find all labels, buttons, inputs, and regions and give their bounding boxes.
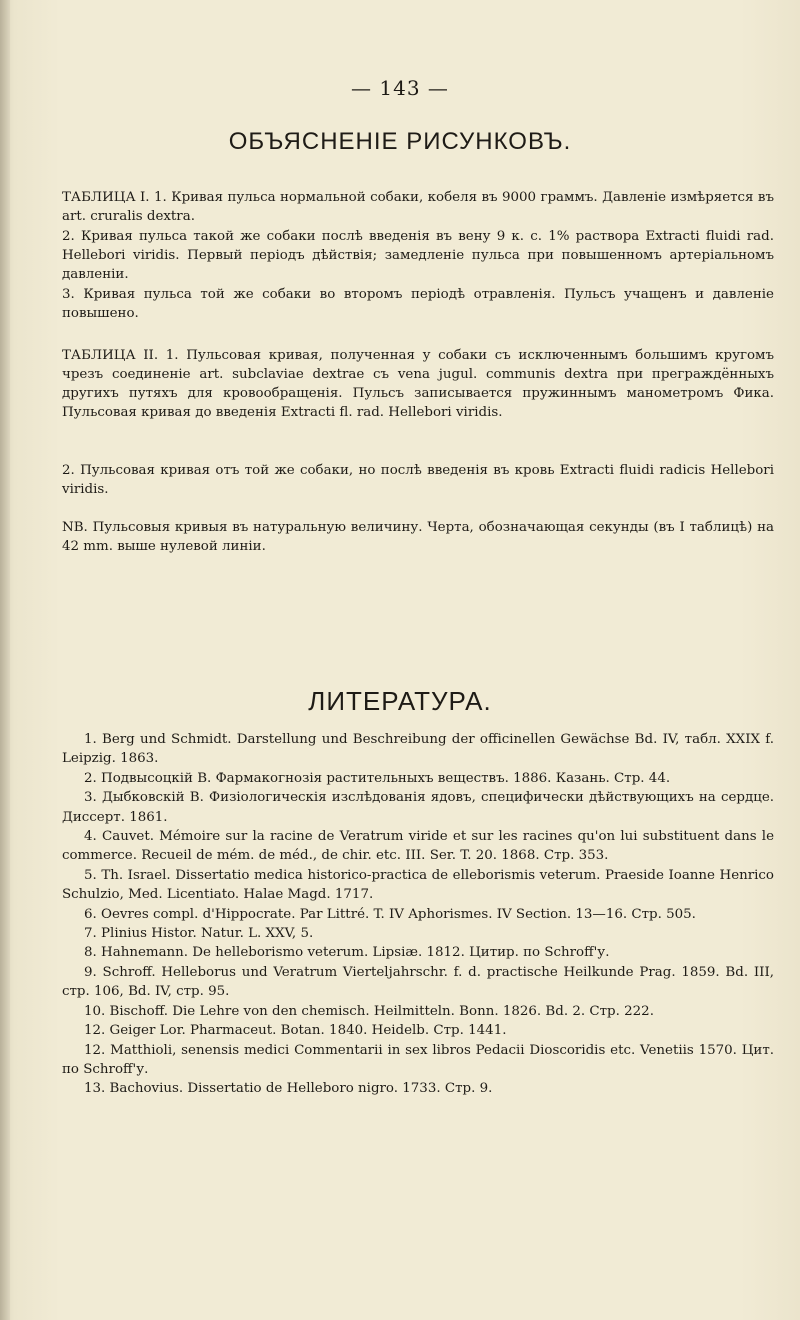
literature-item: 9. Schroff. Helleborus und Veratrum Vierteljahrschr. f. d. practische Heilkunde Prag. 1859. Bd. III, стр. 106, Bd. IV, стр. 95.: [62, 964, 774, 1000]
literature-item: 12. Geiger Lor. Pharmaceut. Botan. 1840. Heidelb. Стр. 1441.: [84, 1023, 507, 1039]
table1-paragraph-3: 3. Кривая пульса той же собаки во второмъ періодѣ отравленія. Пульсъ учащенъ и давленіе повышено.: [62, 287, 774, 321]
literature-item: 6. Oevres compl. d'Hippocrate. Par Littré. T. IV Aphorismes. IV Section. 13—16. Стр. 505.: [84, 906, 696, 922]
literature-item: 5. Th. Israel. Dissertatio medica historico-practica de elleborismis veterum. Praeside Ioanne Henrico Schulzio, Med. Licentiato. Halae Magd. 1717.: [62, 867, 774, 903]
literature-item: 1. Berg und Schmidt. Darstellung und Beschreibung der officinellen Gewächse Bd. IV, табл. XXIX f. Leipzig. 1863.: [62, 732, 774, 767]
explanation-heading: ОБЪЯСНЕНІЕ РИСУНКОВЪ.: [228, 128, 572, 155]
literature-heading: ЛИТЕРАТУРА.: [308, 686, 492, 716]
page-number: — 143 —: [351, 76, 449, 100]
literature-item: 3. Дыбковскій В. Физіологическія изслѣдованія ядовъ, специфически дѣйствующихъ на сердце. Диссерт. 1861.: [62, 790, 774, 825]
nb-note: NB. Пульсовыя кривыя въ натуральную величину. Черта, обозначающая секунды (въ I таблицѣ) на 42 mm. выше нулевой линіи.: [62, 520, 774, 554]
table2-paragraph-1: ТАБЛИЦА II. 1. Пульсовая кривая, полученная у собаки съ исключеннымъ большимъ кругомъ чрезъ соединеніе art. subclaviae dextrae съ vena jugul. communis dextra при преграждённыхъ другихъ путяхъ для кровообращенія. Пульсъ записывается пружиннымъ манометромъ Фика. Пульсовая кривая до введенія Extracti fl. rad. Hellebori viridis.: [62, 348, 774, 420]
literature-item: 13. Bachovius. Dissertatio de Helleboro nigro. 1733. Стр. 9.: [84, 1081, 493, 1097]
table1-paragraph-2: 2. Кривая пульса такой же собаки послѣ введенія въ вену 9 к. с. 1% раствора Extracti fluidi rad. Hellebori viridis. Первый періодъ дѣйствія; замедленіе пульса при повышенномъ артеріальномъ давленіи.: [62, 229, 774, 282]
table1-paragraph-1: ТАБЛИЦА I. 1. Кривая пульса нормальной собаки, кобеля въ 9000 граммъ. Давленіе измѣряется въ art. cruralis dextra.: [62, 190, 774, 224]
literature-list: [62, 730, 774, 1099]
literature-item: 12. Matthioli, senensis medici Commentarii in sex libros Pedacii Dioscoridis etc. Venetiis 1570. Цит. по Schroff'у.: [62, 1042, 774, 1077]
literature-item: 10. Bischoff. Die Lehre von den chemisch. Heilmitteln. Bonn. 1826. Bd. 2. Стр. 222.: [84, 1003, 654, 1019]
literature-item: 2. Подвысоцкій В. Фармакогнозія растительныхъ веществъ. 1886. Казань. Стр. 44.: [84, 770, 671, 786]
page-spine-shadow: [0, 0, 10, 1320]
literature-item: 8. Hahnemann. De helleborismo veterum. Lipsiæ. 1812. Цитир. по Schroff'у.: [84, 945, 610, 961]
literature-item: 7. Plinius Histor. Natur. L. XXV, 5.: [84, 926, 314, 942]
literature-item: 4. Cauvet. Mémoire sur la racine de Veratrum viride et sur les racines qu'on lui substituent dans le commerce. Recueil de mém. de méd., de chir. etc. III. Ser. T. 20. 1868. Стр. 353.: [62, 829, 774, 864]
table2-paragraph-2: 2. Пульсовая кривая отъ той же собаки, но послѣ введенія въ кровь Extracti fluidi radicis Hellebori viridis.: [62, 463, 774, 497]
